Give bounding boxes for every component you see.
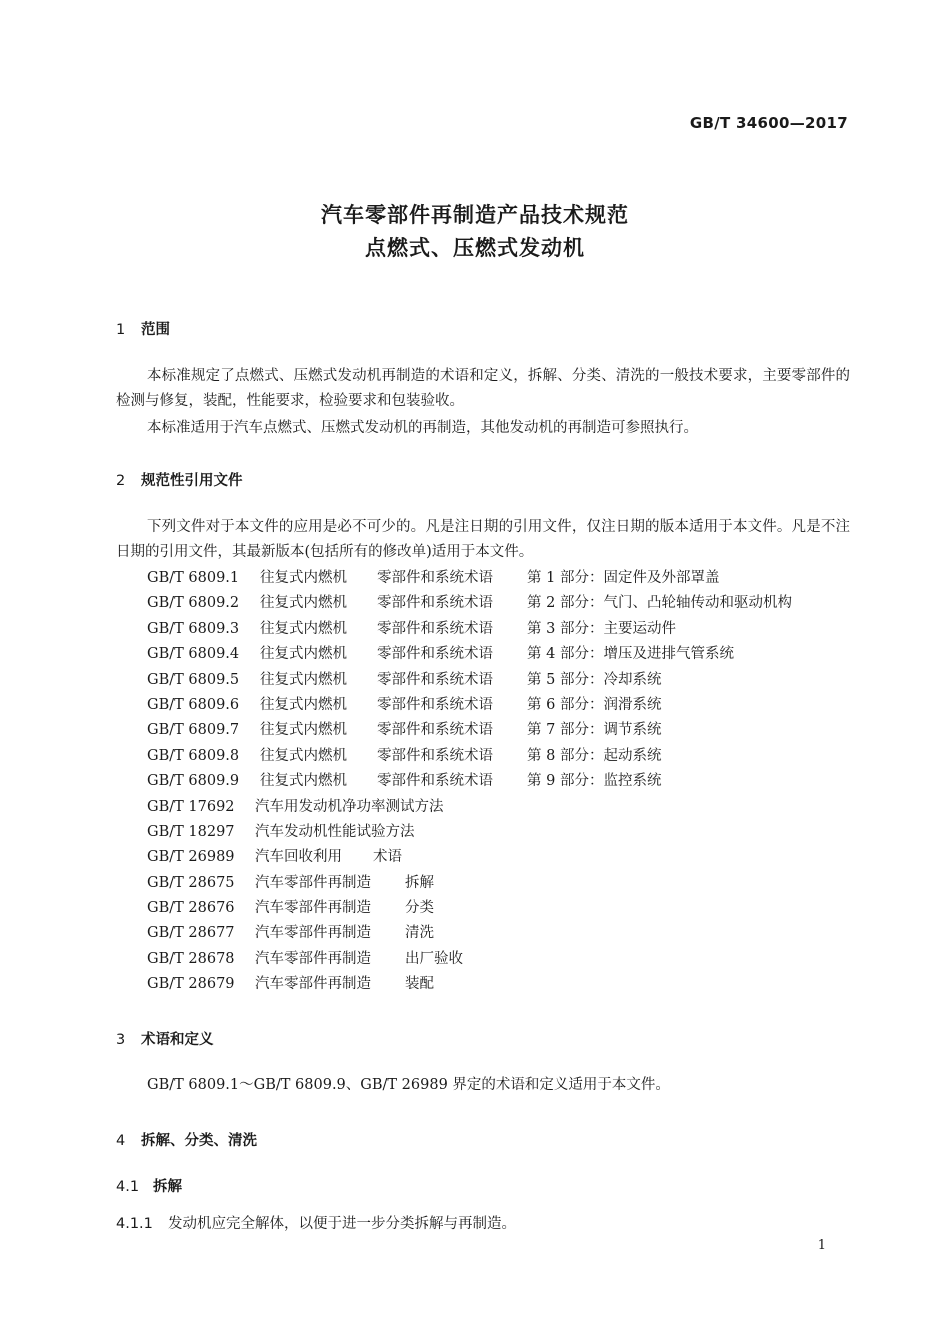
section-1-paragraph-1: 本标准规定了点燃式、压燃式发动机再制造的术语和定义，拆解、分类、清洗的一般技术要求，主要零部件的检测与修复，装配，性能要求，检验要求和包装验收。 xyxy=(116,368,850,409)
reference-title-part: 零部件和系统术语 xyxy=(377,773,493,790)
document-title-line2: 点燃式、压燃式发动机 xyxy=(365,236,585,260)
standard-code: GB/T 34600—2017 xyxy=(689,114,848,132)
reference-item xyxy=(147,591,792,616)
reference-title-part: 往复式内燃机 xyxy=(260,773,347,790)
reference-title-part: 第 6 部分：润滑系统 xyxy=(527,696,662,713)
reference-item xyxy=(147,947,463,972)
reference-title-part: 术语 xyxy=(373,849,402,866)
reference-item xyxy=(147,972,434,997)
reference-item xyxy=(147,718,662,743)
reference-title-part: 零部件和系统术语 xyxy=(377,570,493,586)
reference-code: GB/T 28676 xyxy=(147,900,235,917)
reference-title-part: 汽车用发动机净功率测试方法 xyxy=(255,798,444,815)
reference-item xyxy=(147,896,434,921)
reference-code: GB/T 6809.4 xyxy=(147,646,240,663)
reference-title-part: 拆解 xyxy=(405,874,434,891)
reference-title-part: 汽车零部件再制造 xyxy=(255,976,371,993)
section-1-paragraph-2: 本标准适用于汽车点燃式、压燃式发动机的再制造，其他发动机的再制造可参照执行。 xyxy=(147,420,698,436)
section-title: 规范性引用文件 xyxy=(141,473,243,489)
reference-code: GB/T 6809.2 xyxy=(147,595,240,612)
reference-title-part: 分类 xyxy=(405,900,434,917)
reference-code: GB/T 6809.3 xyxy=(147,620,240,637)
section-title: 范围 xyxy=(141,322,170,338)
reference-title-part: 汽车零部件再制造 xyxy=(255,925,371,942)
reference-item xyxy=(147,795,444,820)
section-2-heading xyxy=(116,469,243,490)
reference-code: GB/T 26989 xyxy=(147,849,235,866)
section-4-heading xyxy=(116,1129,257,1150)
reference-title-part: 第 7 部分：调节系统 xyxy=(527,722,662,739)
reference-title-part: 第 4 部分：增压及进排气管系统 xyxy=(527,646,734,663)
reference-title-part: 汽车零部件再制造 xyxy=(255,950,371,967)
reference-item xyxy=(147,566,720,591)
reference-code: GB/T 28678 xyxy=(147,950,235,967)
reference-item xyxy=(147,617,676,642)
reference-title-part: 第 9 部分：监控系统 xyxy=(527,773,662,790)
section-3-heading xyxy=(116,1028,214,1049)
reference-title-part: 往复式内燃机 xyxy=(260,595,347,612)
reference-title-part: 往复式内燃机 xyxy=(260,620,347,637)
reference-code: GB/T 6809.9 xyxy=(147,773,240,790)
reference-item xyxy=(147,642,734,667)
reference-item xyxy=(147,668,662,693)
normative-references-list xyxy=(147,566,792,998)
reference-title-part: 出厂验收 xyxy=(405,950,463,967)
reference-title-part: 第 1 部分：固定件及外部罩盖 xyxy=(527,570,720,586)
reference-item xyxy=(147,744,662,769)
reference-title-part: 清洗 xyxy=(405,925,434,942)
reference-item xyxy=(147,820,415,845)
section-number: 3 xyxy=(116,1032,126,1048)
document-title-line1: 汽车零部件再制造产品技术规范 xyxy=(321,203,629,227)
reference-title-part: 第 5 部分：冷却系统 xyxy=(527,671,662,688)
reference-title-part: 零部件和系统术语 xyxy=(377,646,493,663)
reference-title-part: 往复式内燃机 xyxy=(260,696,347,713)
reference-title-part: 汽车发动机性能试验方法 xyxy=(255,823,415,840)
reference-title-part: 汽车零部件再制造 xyxy=(255,874,371,891)
reference-title-part: 零部件和系统术语 xyxy=(377,620,493,637)
subsection-4-1-heading xyxy=(116,1175,182,1196)
reference-title-part: 装配 xyxy=(405,976,434,993)
reference-code: GB/T 6809.1 xyxy=(147,570,240,586)
reference-title-part: 零部件和系统术语 xyxy=(377,722,493,739)
section-2-intro: 下列文件对于本文件的应用是必不可少的。凡是注日期的引用文件，仅注日期的版本适用于本文件。凡是不注日期的引用文件，其最新版本(包括所有的修改单)适用于本文件。 xyxy=(116,519,850,560)
section-3-paragraph: GB/T 6809.1～GB/T 6809.9、GB/T 26989 界定的术语和定义适用于本文件。 xyxy=(147,1077,670,1093)
reference-title-part: 第 8 部分：起动系统 xyxy=(527,747,662,764)
reference-title-part: 零部件和系统术语 xyxy=(377,671,493,688)
reference-title-part: 第 2 部分：气门、凸轮轴传动和驱动机构 xyxy=(527,595,792,612)
subsection-number: 4.1 xyxy=(116,1179,140,1195)
section-number: 2 xyxy=(116,473,126,489)
section-number: 4 xyxy=(116,1133,126,1149)
reference-title-part: 往复式内燃机 xyxy=(260,671,347,688)
reference-code: GB/T 6809.7 xyxy=(147,722,240,739)
reference-title-part: 往复式内燃机 xyxy=(260,747,347,764)
reference-title-part: 零部件和系统术语 xyxy=(377,747,493,764)
section-1-heading xyxy=(116,318,170,339)
reference-item xyxy=(147,845,402,870)
subsection-title: 拆解 xyxy=(153,1179,182,1195)
reference-code: GB/T 6809.5 xyxy=(147,671,240,688)
clause-text: 发动机应完全解体，以便于进一步分类拆解与再制造。 xyxy=(168,1216,516,1232)
reference-code: GB/T 28675 xyxy=(147,874,235,891)
clause-number: 4.1.1 xyxy=(116,1216,153,1232)
clause-4-1-1 xyxy=(116,1212,516,1233)
reference-title-part: 往复式内燃机 xyxy=(260,646,347,663)
page-number: 1 xyxy=(817,1238,826,1253)
reference-code: GB/T 28677 xyxy=(147,925,235,942)
reference-code: GB/T 28679 xyxy=(147,976,235,993)
reference-code: GB/T 6809.6 xyxy=(147,696,240,713)
section-title: 术语和定义 xyxy=(141,1032,214,1048)
reference-title-part: 往复式内燃机 xyxy=(260,570,347,586)
reference-code: GB/T 17692 xyxy=(147,798,235,815)
reference-item xyxy=(147,871,434,896)
reference-item xyxy=(147,693,662,718)
reference-title-part: 汽车回收利用 xyxy=(255,849,342,866)
reference-item xyxy=(147,769,662,794)
section-number: 1 xyxy=(116,322,126,338)
reference-title-part: 零部件和系统术语 xyxy=(377,595,493,612)
reference-title-part: 往复式内燃机 xyxy=(260,722,347,739)
reference-code: GB/T 18297 xyxy=(147,823,235,840)
reference-code: GB/T 6809.8 xyxy=(147,747,240,764)
reference-title-part: 第 3 部分：主要运动件 xyxy=(527,620,676,637)
reference-item xyxy=(147,921,434,946)
reference-title-part: 零部件和系统术语 xyxy=(377,696,493,713)
section-title: 拆解、分类、清洗 xyxy=(141,1133,257,1149)
reference-title-part: 汽车零部件再制造 xyxy=(255,900,371,917)
